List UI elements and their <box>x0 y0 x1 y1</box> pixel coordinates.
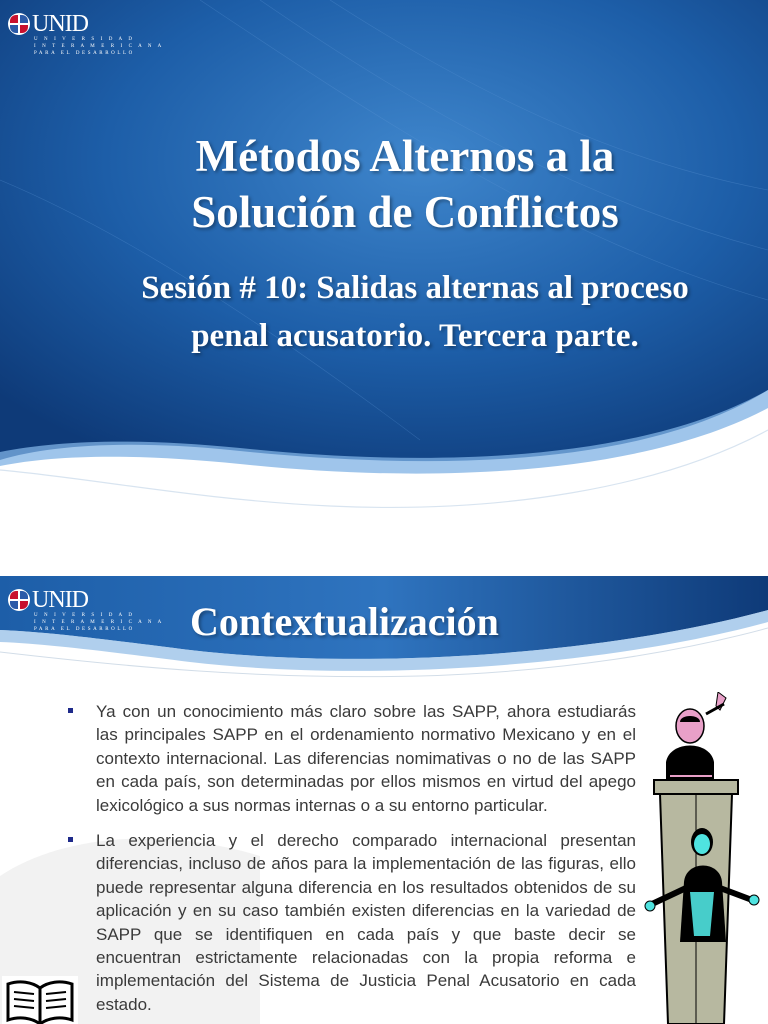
orator-on-pedestal-illustration <box>640 692 768 1024</box>
bullet-text: La experiencia y el derecho comparado internacional presentan diferencias, incluso de años para la implementación de las figuras, ello puede representar alguna diferencia en los resultados obtenidos de su aplicación y en su caso también existen diferencias en la variedad de SAPP que se identifiquen en cada país y que baste decir se encuentran estrictamente relacionadas con la propia reforma e implementación del Sistema de Justicia Penal Acusatorio en cada estado. <box>96 831 636 1014</box>
logo-subtitle-line: U N I V E R S I D A D <box>34 613 135 618</box>
slide-title: Contextualización <box>190 599 499 644</box>
list-item <box>66 700 636 817</box>
subtitle-line: Sesión # 10: Salidas alternas al proceso <box>141 270 689 306</box>
logo-subtitle-line: U N I V E R S I D A D <box>34 37 135 42</box>
logo-wordmark: UNID <box>32 587 88 613</box>
logo-subtitle-line: PARA EL DESARROLLO <box>34 51 135 56</box>
list-item <box>66 829 636 1016</box>
subtitle-line: penal acusatorio. Tercera parte. <box>191 318 639 354</box>
title-line: Métodos Alternos a la <box>195 131 615 181</box>
logo-subtitle-line: I N T E R A M E R I C A N A <box>34 44 164 49</box>
presentation-title <box>0 128 768 240</box>
bullet-list <box>66 700 636 1024</box>
title-line: Solución de Conflictos <box>191 187 619 237</box>
bullet-text: Ya con un conocimiento más claro sobre las SAPP, ahora estudiarás las principales SAPP en el ordenamiento normativo Mexicano y en el contexto internacional. Las diferencias nomimativas o no de las SAPP en cada país, son determinadas por ellos mismos en virtud del apego lexicológico a sus normas internas o a su entorno particular. <box>96 702 636 815</box>
content-slide <box>0 576 768 1024</box>
logo-subtitle-line: PARA EL DESARROLLO <box>34 627 135 632</box>
logo-wordmark: UNID <box>32 11 88 37</box>
bullet-square-icon <box>68 708 73 713</box>
unid-logo <box>8 588 164 633</box>
bullet-square-icon <box>68 837 73 842</box>
unid-logo <box>8 12 164 57</box>
book-icon <box>2 976 78 1024</box>
unid-logo-mark-icon <box>8 13 30 35</box>
unid-logo-mark-icon <box>8 589 30 611</box>
session-subtitle <box>40 264 768 360</box>
logo-subtitle-line: I N T E R A M E R I C A N A <box>34 620 164 625</box>
